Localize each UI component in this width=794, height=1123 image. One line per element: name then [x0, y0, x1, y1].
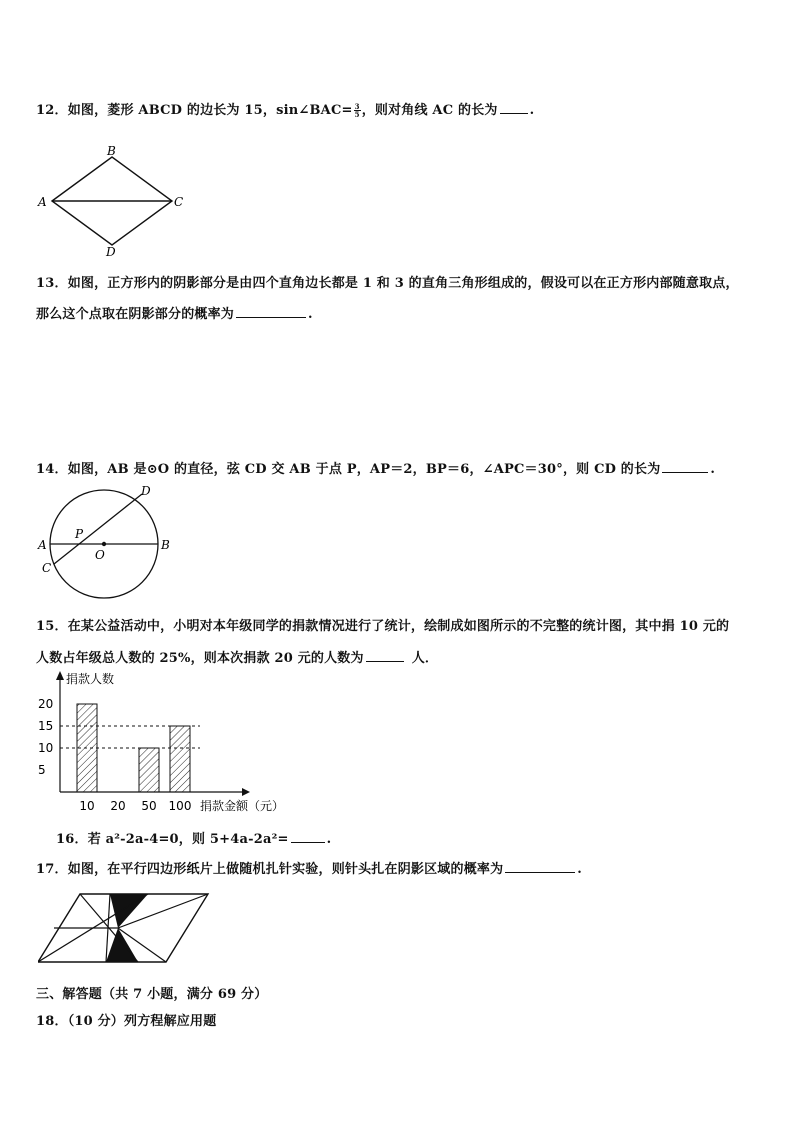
q12-suffix: ，则对角线 AC 的长为	[361, 103, 498, 118]
question-18	[36, 1010, 216, 1029]
x-axis-arrow	[242, 788, 250, 796]
q17-end: .	[577, 862, 583, 877]
question-15-line-2	[36, 647, 438, 666]
q18-text: 18．（10 分）列方程解应用题	[36, 1014, 217, 1029]
label-C: C	[174, 195, 184, 209]
label-D: D	[141, 484, 151, 498]
q14-text: 14．如图，AB 是⊙O 的直径，弦 CD 交 AB 于点 P，AP＝2，BP＝6，∠APC＝30°，则 CD 的长为	[36, 462, 661, 477]
question-14	[36, 458, 715, 477]
answer-blank[interactable]	[236, 316, 306, 318]
question-16	[56, 828, 331, 847]
q16-text: 16．若 a²-2a-4=0，则 5+4a-2a²=	[56, 832, 289, 847]
fraction	[354, 103, 361, 118]
x-axis-label: 捐款金额（元）	[200, 799, 285, 813]
q12-end: .	[529, 103, 535, 118]
section-title: 三、解答题（共 7 小题，满分 69 分）	[36, 987, 268, 1002]
y-axis-label: 捐款人数	[66, 672, 115, 686]
y-tick-label: 15	[38, 719, 54, 733]
question-13-line-2	[36, 303, 313, 322]
label-A: A	[38, 195, 47, 209]
q13-text: 13．如图，正方形内的阴影部分是由四个直角边长都是 1 和 3 的直角三角形组成的，假设可以在正方形内部随意取点，	[36, 276, 739, 291]
label-B: B	[161, 538, 170, 552]
q14-end: .	[710, 462, 716, 477]
q15-end: 人．	[411, 651, 439, 666]
y-axis-arrow	[56, 671, 64, 680]
rhombus-figure	[30, 140, 200, 260]
y-tick-label: 10	[38, 741, 54, 755]
q16-end: .	[326, 832, 332, 847]
label-O: O	[95, 548, 105, 562]
fraction-denominator: 5	[354, 110, 360, 119]
q17-text: 17．如图，在平行四边形纸片上做随机扎针实验，则针头扎在阴影区域的概率为	[36, 862, 504, 877]
question-15-line-1	[36, 615, 729, 634]
q15-text: 15．在某公益活动中，小明对本年级同学的捐款情况进行了统计，绘制成如图所示的不完整的统计图，其中捐 10 元的	[36, 619, 730, 634]
answer-blank[interactable]	[505, 871, 575, 873]
answer-blank[interactable]	[662, 471, 708, 473]
answer-blank[interactable]	[366, 660, 404, 662]
x-tick-label: 100	[168, 799, 192, 813]
fraction-numerator: 3	[354, 102, 360, 111]
x-tick-label: 50	[141, 799, 157, 813]
parallelogram-figure	[38, 888, 218, 968]
q15-text-2: 人数占年级总人数的 25%，则本次捐款 20 元的人数为	[36, 651, 364, 666]
label-A: A	[38, 538, 47, 552]
bar-10	[77, 704, 97, 792]
label-C: C	[42, 561, 52, 575]
shaded-triangle-top	[110, 894, 148, 928]
donation-bar-chart	[30, 668, 310, 818]
x-tick-label: 10	[79, 799, 95, 813]
circle-figure	[30, 480, 190, 600]
bar-100	[170, 726, 190, 792]
q12-prefix: 12．如图，菱形 ABCD 的边长为 15，sin∠BAC=	[36, 103, 353, 118]
answer-blank[interactable]	[291, 841, 325, 843]
question-17	[36, 858, 582, 877]
y-tick-label: 5	[38, 763, 46, 777]
label-B: B	[107, 144, 116, 158]
q13-end: .	[308, 307, 313, 322]
section-3-title	[36, 983, 267, 1002]
label-D: D	[106, 245, 116, 259]
y-tick-label: 20	[38, 697, 54, 711]
q13-text-2: 那么这个点取在阴影部分的概率为	[36, 307, 235, 322]
x-tick-label: 20	[110, 799, 126, 813]
question-13-line-1	[36, 272, 739, 291]
bar-50	[139, 748, 159, 792]
answer-blank[interactable]	[500, 112, 528, 114]
question-12	[36, 99, 534, 118]
label-P: P	[75, 527, 84, 541]
